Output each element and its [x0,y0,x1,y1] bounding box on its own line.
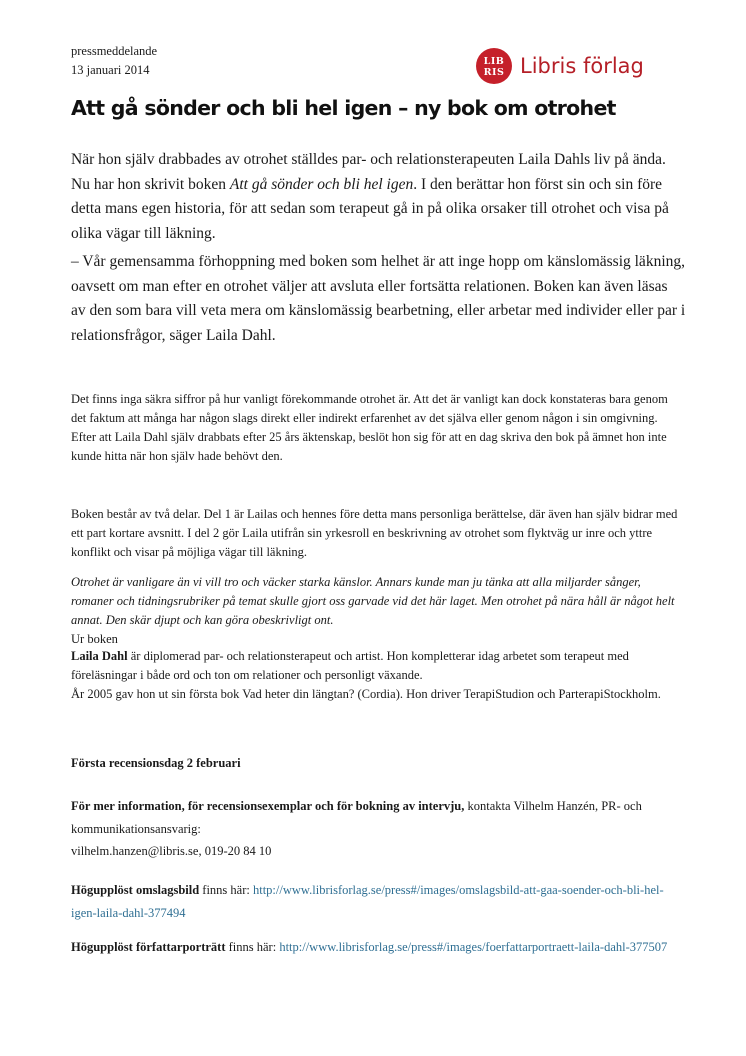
contact-info [71,795,681,863]
book-quote [71,573,681,649]
portrait-label: Högupplöst författarporträtt [71,940,226,954]
document-type: pressmeddelande [71,44,158,58]
lead-paragraph-2: – Vår gemensamma förhoppning med boken som helhet är att inge hopp om känslomässig läkning, oavsett om man efter en otrohet väljer att avsluta eller fortsätta relationen. Boken kan även läsas av den som bara vill veta mera om känslomässig bearbetning, eller arbetar med individer eller par i relationsfrågor, säger Laila Dahl. [71,253,686,344]
quote-text: Otrohet är vanligare än vi vill tro och väcker starka känslor. Annars kunde man ju tänka att alla miljarder sånger, romaner och tidningsrubriker på temat skulle gjort oss garvade vid det här laget. Men otrohet på nära håll är något helt annat. Den skär djupt och kan göra obeskrivligt ont. [71,575,675,627]
body-paragraph-1-line1: Det finns inga säkra siffror på hur vanligt förekommande otrohet är. Att det är vanligt kan dock konstateras bara genom det faktum att många har någon slags direkt eller indirekt erfarenhet av det själva eller genom någon i sin omgivning. [71,392,668,425]
logo-mark-bottom: RIS [483,67,505,78]
cover-label: Högupplöst omslagsbild [71,883,200,897]
logo-mark-top: LIB [483,56,505,67]
review-date: Första recensionsdag 2 februari [71,756,241,770]
body-paragraph-1-line2: Efter att Laila Dahl själv drabbats efter 25 års äktenskap, beslöt hon sig för att en dag skriva den bok på ämnet hon inte kunde hitta när hon själv hade behövt den. [71,430,667,463]
quote-source: Ur boken [71,632,118,646]
cover-image-info [71,879,681,924]
book-title: Att gå sönder och bli hel igen [229,175,414,193]
author-bio-1: är diplomerad par- och relationsterapeut och artist. Hon kompletterar idag arbetet som terapeut med föreläsningar i både ord och ton om relationer och personligt växande. [71,649,629,682]
author-name: Laila Dahl [71,649,128,663]
lead-paragraph-1 [71,148,686,246]
contact-person: kontakta Vilhelm Hanzén, PR- och kommunikationsansvarig: [71,799,642,836]
cover-image-link[interactable]: http://www.librisforlag.se/press#/images/omslagsbild-att-gaa-soender-och-bli-hel-igen-laila-dahl-377494 [71,883,664,920]
author-bio [71,647,681,704]
contact-intro: För mer information, för recensionsexemplar och för bokning av intervju, [71,799,465,813]
page-title: Att gå sönder och bli hel igen – ny bok om otrohet [71,96,616,120]
lead1-after: . I den berättar hon först sin och sin före detta mans egen historia, för att sedan som terapeut gå in på olika orsaker till otrohet och visa på olika vägar till läkning. [71,175,669,242]
lead1-before: När hon själv drabbades av otrohet ställdes par- och relationsterapeuten Laila Dahls liv på ända. Nu har hon skrivit boken [71,151,666,193]
author-bio-2: År 2005 gav hon ut sin första bok Vad heter din längtan? (Cordia). Hon driver TerapiStudion och ParterapiStockholm. [71,687,661,701]
contact-details: vilhelm.hanzen@libris.se, 019-20 84 10 [71,844,272,858]
body-paragraph-2: Boken består av två delar. Del 1 är Lailas och hennes före detta mans personliga berättelse, där även han själv bidrar med ett part kortare avsnitt. I del 2 gör Laila utifrån sin yrkesroll en beskrivning av otrohet som flyktväg ur inre och yttre konflikt och visar på möjliga vägar till läkning. [71,507,678,559]
libris-badge-icon [476,48,512,84]
portrait-mid: finns här: [225,940,280,954]
portrait-image-link[interactable]: http://www.librisforlag.se/press#/images/foerfattarportraett-laila-dahl-377507 [279,940,668,954]
body-paragraph-1 [71,390,681,466]
logo-name: Libris förlag [520,54,644,78]
release-date: 13 januari 2014 [71,63,150,77]
portrait-image-info [71,936,681,959]
cover-mid: finns här: [199,883,253,897]
libris-logo [476,48,644,84]
header-info [71,42,157,80]
